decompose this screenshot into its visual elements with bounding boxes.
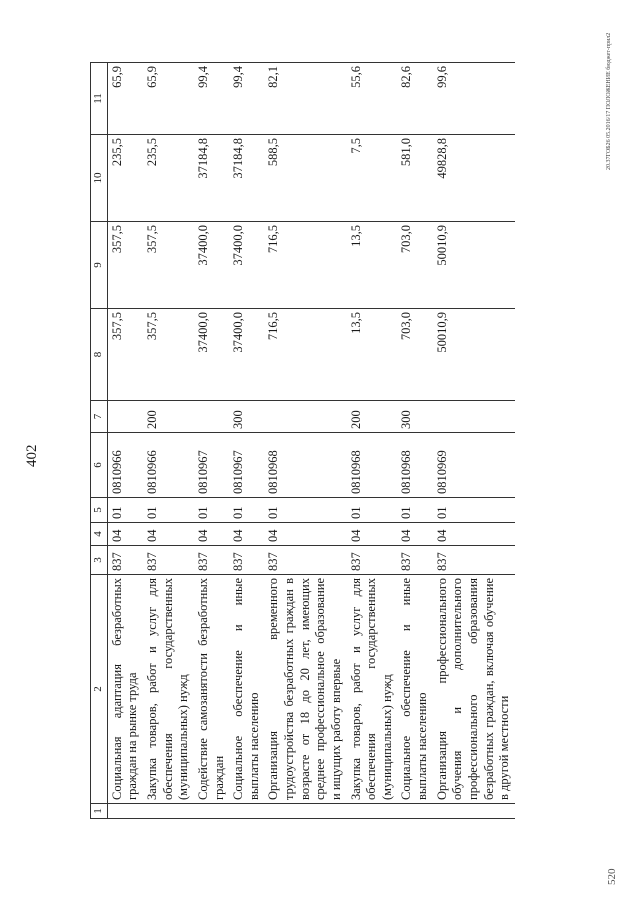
cell-c10: 235,5 — [143, 135, 194, 222]
cell-c4: 04 — [107, 523, 143, 546]
header-col-5: 5 — [91, 498, 108, 523]
cell-c5: 01 — [194, 498, 229, 523]
table-row — [433, 63, 515, 819]
cell-c3: 837 — [143, 546, 194, 575]
cell-c6: 0810966 — [143, 433, 194, 498]
cell-c6: 0810967 — [229, 433, 264, 498]
cell-c9: 357,5 — [143, 222, 194, 309]
cell-c8: 357,5 — [107, 309, 143, 401]
cell-c9: 703,0 — [397, 222, 432, 309]
row-name: Закупка товаров, работ и услуг для обеспечения государственных (муниципальных) нужд — [347, 575, 398, 804]
cell-c5: 01 — [143, 498, 194, 523]
cell-c3: 837 — [194, 546, 229, 575]
header-col-7: 7 — [91, 401, 108, 433]
cell-c4: 04 — [397, 523, 432, 546]
header-col-9: 9 — [91, 222, 108, 309]
cell-c6: 0810966 — [107, 433, 143, 498]
cell-c7 — [194, 401, 229, 433]
table-row — [347, 63, 398, 819]
cell-c11: 65,9 — [107, 63, 143, 135]
table-header-row — [91, 63, 108, 819]
cell-c3: 837 — [107, 546, 143, 575]
cell-c9: 37400,0 — [194, 222, 229, 309]
cell-c4: 04 — [433, 523, 515, 546]
cell-c5: 01 — [433, 498, 515, 523]
cell-c5: 01 — [107, 498, 143, 523]
table-row — [397, 63, 432, 819]
cell-c6: 0810969 — [433, 433, 515, 498]
cell-c9: 37400,0 — [229, 222, 264, 309]
cell-c3: 837 — [229, 546, 264, 575]
row-name: Социальное обеспечение и иные выплаты населению — [229, 575, 264, 804]
cell-c8: 50010,9 — [433, 309, 515, 401]
cell-c10: 37184,8 — [229, 135, 264, 222]
table-row — [143, 63, 194, 819]
page-number: 402 — [24, 444, 40, 467]
header-col-2: 2 — [91, 575, 108, 804]
cell-c6: 0810968 — [397, 433, 432, 498]
cell-c6: 0810968 — [264, 433, 346, 498]
row-name: Социальное обеспечение и иные выплаты населению — [397, 575, 432, 804]
cell-c8: 13,5 — [347, 309, 398, 401]
cell-c8: 716,5 — [264, 309, 346, 401]
cell-c10: 7,5 — [347, 135, 398, 222]
header-col-10: 10 — [91, 135, 108, 222]
cell-c9: 357,5 — [107, 222, 143, 309]
cell-c5: 01 — [264, 498, 346, 523]
header-col-8: 8 — [91, 309, 108, 401]
cell-c11: 82,1 — [264, 63, 346, 135]
cell-c10: 49828,8 — [433, 135, 515, 222]
row-name: Социальная адаптация безработных граждан на рынке труда — [107, 575, 143, 804]
header-col-1: 1 — [91, 804, 108, 819]
cell-c7 — [107, 401, 143, 433]
cell-c3: 837 — [397, 546, 432, 575]
cell-c11: 55,6 — [347, 63, 398, 135]
header-col-11: 11 — [91, 63, 108, 135]
cell-c5: 01 — [229, 498, 264, 523]
cell-c5: 01 — [397, 498, 432, 523]
cell-c5: 01 — [347, 498, 398, 523]
row-name: Организация временного трудоустройства безработных граждан в возрасте от 18 до 20 лет, имеющих среднее профессиональное образование и ищущих работу впервые — [264, 575, 346, 804]
cell-c4: 04 — [229, 523, 264, 546]
header-col-6: 6 — [91, 433, 108, 498]
cell-c11: 99,4 — [229, 63, 264, 135]
cell-c7: 300 — [229, 401, 264, 433]
cell-c11: 99,4 — [194, 63, 229, 135]
cell-c4: 04 — [143, 523, 194, 546]
table-row — [107, 63, 143, 819]
cell-c6: 0810967 — [194, 433, 229, 498]
footer-file-reference: 20.37ГОБ26 05.2016/17 ПОЛОЖЕНИЕ бюджет-прил2 — [606, 32, 612, 170]
cell-c4: 04 — [264, 523, 346, 546]
cell-c4: 04 — [194, 523, 229, 546]
cell-c8: 703,0 — [397, 309, 432, 401]
cell-c11: 99,6 — [433, 63, 515, 135]
cell-c10: 235,5 — [107, 135, 143, 222]
cell-c3: 837 — [347, 546, 398, 575]
cell-c3: 837 — [264, 546, 346, 575]
cell-c9: 716,5 — [264, 222, 346, 309]
budget-table — [90, 62, 515, 819]
table-row — [194, 63, 229, 819]
cell-c7: 300 — [397, 401, 432, 433]
row-name: Содействие самозанятости безработных граждан — [194, 575, 229, 804]
cell-c7 — [433, 401, 515, 433]
table-row — [229, 63, 264, 819]
cell-c7: 200 — [347, 401, 398, 433]
row-name: Закупка товаров, работ и услуг для обеспечения государственных (муниципальных) нужд — [143, 575, 194, 804]
cell-c10: 581,0 — [397, 135, 432, 222]
cell-c4: 04 — [347, 523, 398, 546]
footer-sheet-number: 520 — [606, 868, 618, 885]
cell-c8: 37400,0 — [229, 309, 264, 401]
header-col-3: 3 — [91, 546, 108, 575]
cell-c7 — [264, 401, 346, 433]
header-col-4: 4 — [91, 523, 108, 546]
cell-c6: 0810968 — [347, 433, 398, 498]
cell-c9: 50010,9 — [433, 222, 515, 309]
cell-c10: 37184,8 — [194, 135, 229, 222]
cell-c9: 13,5 — [347, 222, 398, 309]
row-name: Организация профессионального обучения и дополнительного профессионального образования безработных граждан, включая обучение в другой местности — [433, 575, 515, 804]
cell-c11: 65,9 — [143, 63, 194, 135]
cell-c10: 588,5 — [264, 135, 346, 222]
cell-c11: 82,6 — [397, 63, 432, 135]
table-row — [264, 63, 346, 819]
cell-c8: 357,5 — [143, 309, 194, 401]
cell-c3: 837 — [433, 546, 515, 575]
cell-c7: 200 — [143, 401, 194, 433]
cell-c8: 37400,0 — [194, 309, 229, 401]
